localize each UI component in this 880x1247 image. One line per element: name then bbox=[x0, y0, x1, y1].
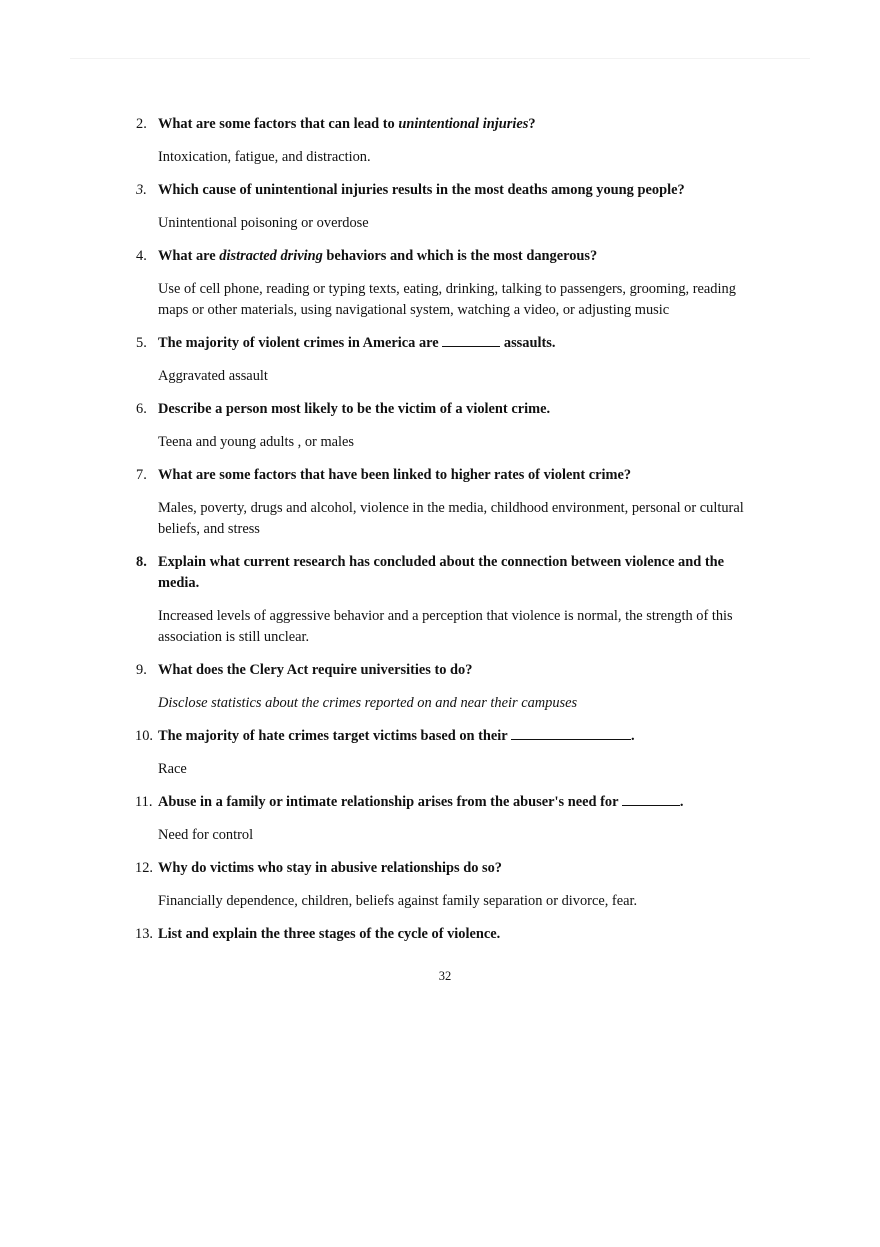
question-text: 8. Explain what current research has concluded about the connection between violence and the media. bbox=[136, 554, 725, 591]
question-text: 11. Abuse in a family or intimate relationship arises from the abuser's need for . bbox=[136, 792, 766, 813]
emphasis-term: distracted driving bbox=[219, 248, 323, 264]
question-item-2 bbox=[136, 114, 766, 168]
answer-text: Disclose statistics about the crimes reported on and near their campuses bbox=[158, 695, 578, 711]
question-number: 7. bbox=[136, 467, 147, 483]
question-item-10 bbox=[136, 726, 766, 780]
question-number: 5. bbox=[136, 335, 147, 351]
question-item-9 bbox=[136, 660, 766, 714]
question-number: 13. bbox=[135, 926, 153, 942]
question-text: 2. What are some factors that can lead to unintentional injuries? bbox=[136, 114, 766, 135]
question-number: 6. bbox=[136, 401, 147, 417]
answer-text: Financially dependence, children, beliefs against family separation or divorce, fear. bbox=[158, 893, 638, 909]
header-rule bbox=[70, 58, 810, 59]
question-list bbox=[136, 114, 766, 957]
question-item-13 bbox=[136, 924, 766, 945]
question-number: 8. bbox=[136, 554, 147, 570]
question-item-7 bbox=[136, 465, 766, 540]
answer-text: Intoxication, fatigue, and distraction. bbox=[158, 149, 371, 165]
question-text: 3. Which cause of unintentional injuries results in the most deaths among young people? bbox=[136, 180, 766, 201]
answer-text: Use of cell phone, reading or typing texts, eating, drinking, talking to passengers, grooming, reading maps or other materials, using navigational system, watching a video, or adjusting music bbox=[158, 281, 736, 318]
question-item-3 bbox=[136, 180, 766, 234]
fill-in-blank bbox=[511, 726, 631, 740]
question-item-6 bbox=[136, 399, 766, 453]
question-number: 3. bbox=[136, 182, 147, 198]
question-number: 12. bbox=[135, 860, 153, 876]
question-item-5 bbox=[136, 333, 766, 387]
question-number: 9. bbox=[136, 662, 147, 678]
answer-text: Increased levels of aggressive behavior and a perception that violence is normal, the strength of this association is still unclear. bbox=[158, 608, 733, 645]
answer-text: Race bbox=[158, 761, 187, 777]
question-text: 4. What are distracted driving behaviors and which is the most dangerous? bbox=[136, 246, 766, 267]
question-item-11 bbox=[136, 792, 766, 846]
question-number: 10. bbox=[135, 728, 153, 744]
question-text: 12. Why do victims who stay in abusive relationships do so? bbox=[136, 858, 766, 879]
fill-in-blank bbox=[442, 333, 500, 347]
answer-text: Unintentional poisoning or overdose bbox=[158, 215, 369, 231]
question-number: 4. bbox=[136, 248, 147, 264]
question-text: 7. What are some factors that have been linked to higher rates of violent crime? bbox=[136, 465, 766, 486]
question-text: 9. What does the Clery Act require universities to do? bbox=[136, 660, 766, 681]
question-item-8 bbox=[136, 552, 766, 648]
question-item-4 bbox=[136, 246, 766, 321]
question-number: 11. bbox=[135, 794, 153, 810]
answer-text: Teena and young adults , or males bbox=[158, 434, 355, 450]
question-text: 5. The majority of violent crimes in America are assaults. bbox=[136, 333, 766, 354]
emphasis-term: unintentional injuries bbox=[398, 116, 529, 132]
answer-text: Males, poverty, drugs and alcohol, violence in the media, childhood environment, personal or cultural beliefs, and stress bbox=[158, 500, 744, 537]
question-text: 13. List and explain the three stages of the cycle of violence. bbox=[136, 924, 766, 945]
answer-text: Aggravated assault bbox=[158, 368, 268, 384]
question-item-12 bbox=[136, 858, 766, 912]
question-text: 6. Describe a person most likely to be the victim of a violent crime. bbox=[136, 399, 766, 420]
page-number: 32 bbox=[438, 969, 452, 983]
fill-in-blank bbox=[622, 792, 680, 806]
answer-text: Need for control bbox=[158, 827, 254, 843]
question-number: 2. bbox=[136, 116, 147, 132]
question-text: 10. The majority of hate crimes target victims based on their . bbox=[136, 726, 766, 747]
